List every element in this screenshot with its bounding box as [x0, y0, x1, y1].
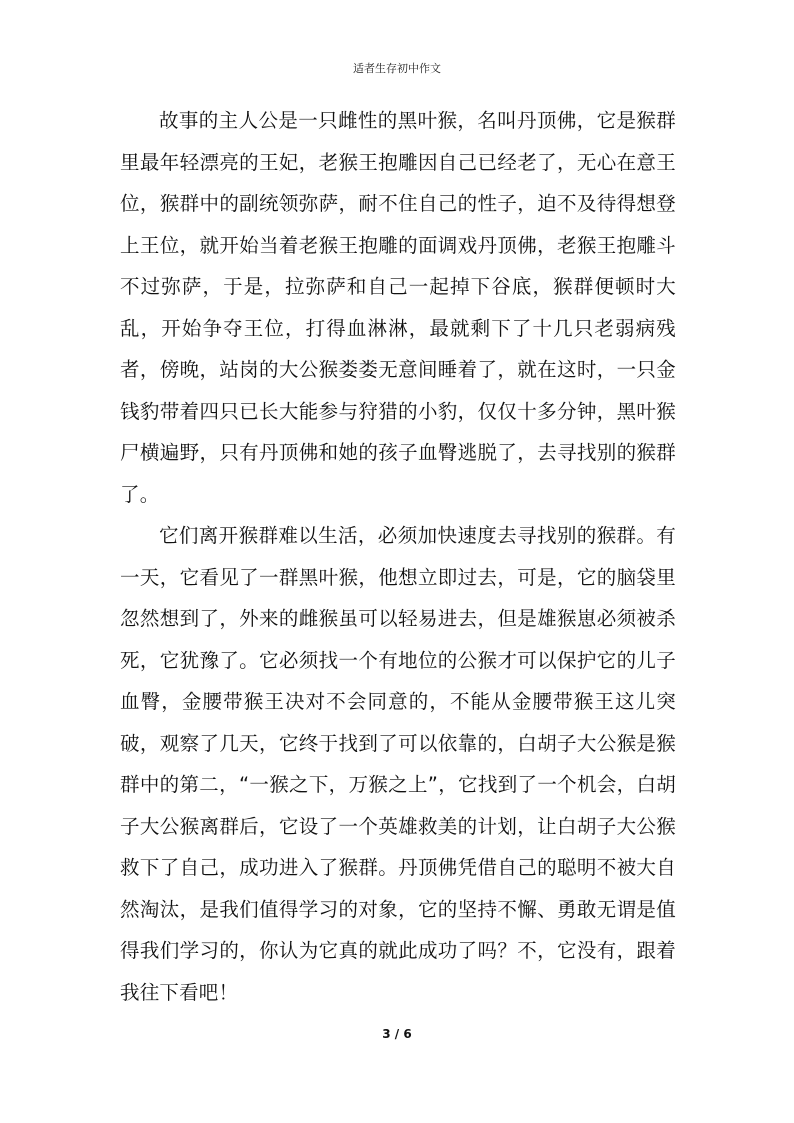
page-number: 3 / 6 [382, 1027, 412, 1041]
paragraph-1: 故事的主人公是一只雌性的黑叶猴，名叫丹顶佛，它是猴群里最年轻漂亮的王妃，老猴王抱雕因自己已经老了，无心在意王位，猴群中的副统领弥萨，耐不住自己的性子，迫不及待得想登上王位，就开始当着老猴王抱雕的面调戏丹顶佛，老猴王抱雕斗不过弥萨，于是，拉弥萨和自己一起掉下谷底，猴群便顿时大乱，开始争夺王位，打得血淋淋，最就剩下了十几只老弱病残者，傍晚，站岗的大公猴娄娄无意间睡着了，就在这时，一只金钱豹带着四只已长大能参与狩猎的小豹，仅仅十多分钟，黑叶猴尸横遍野，只有丹顶佛和她的孩子血臀逃脱了，去寻找别的猴群了。 [120, 109, 676, 506]
page-header [0, 62, 794, 76]
document-body [120, 100, 676, 1013]
paragraph-2: 它们离开猴群难以生活，必须加快速度去寻找别的猴群。有一天，它看见了一群黑叶猴，他想立即过去，可是，它的脑袋里忽然想到了，外来的雌猴虽可以轻易进去，但是雄猴崽必须被杀死，它犹豫了。它必须找一个有地位的公猴才可以保护它的儿子血臀，金腰带猴王决对不会同意的，不能从金腰带猴王这儿突破，观察了几天，它终于找到了可以依靠的，白胡子大公猴是猴群中的第二，“一猴之下，万猴之上”，它找到了一个机会，白胡子大公猴离群后，它设了一个英雄救美的计划，让白胡子大公猴救下了自己，成功进入了猴群。丹顶佛凭借自己的聪明不被大自然淘汰，是我们值得学习的对象，它的坚持不懈、勇敢无谓是值得我们学习的，你认为它真的就此成功了吗？不，它没有，跟着我往下看吧！ [120, 524, 676, 1004]
page-footer [0, 1026, 794, 1042]
header-title: 适者生存初中作文 [353, 62, 441, 75]
